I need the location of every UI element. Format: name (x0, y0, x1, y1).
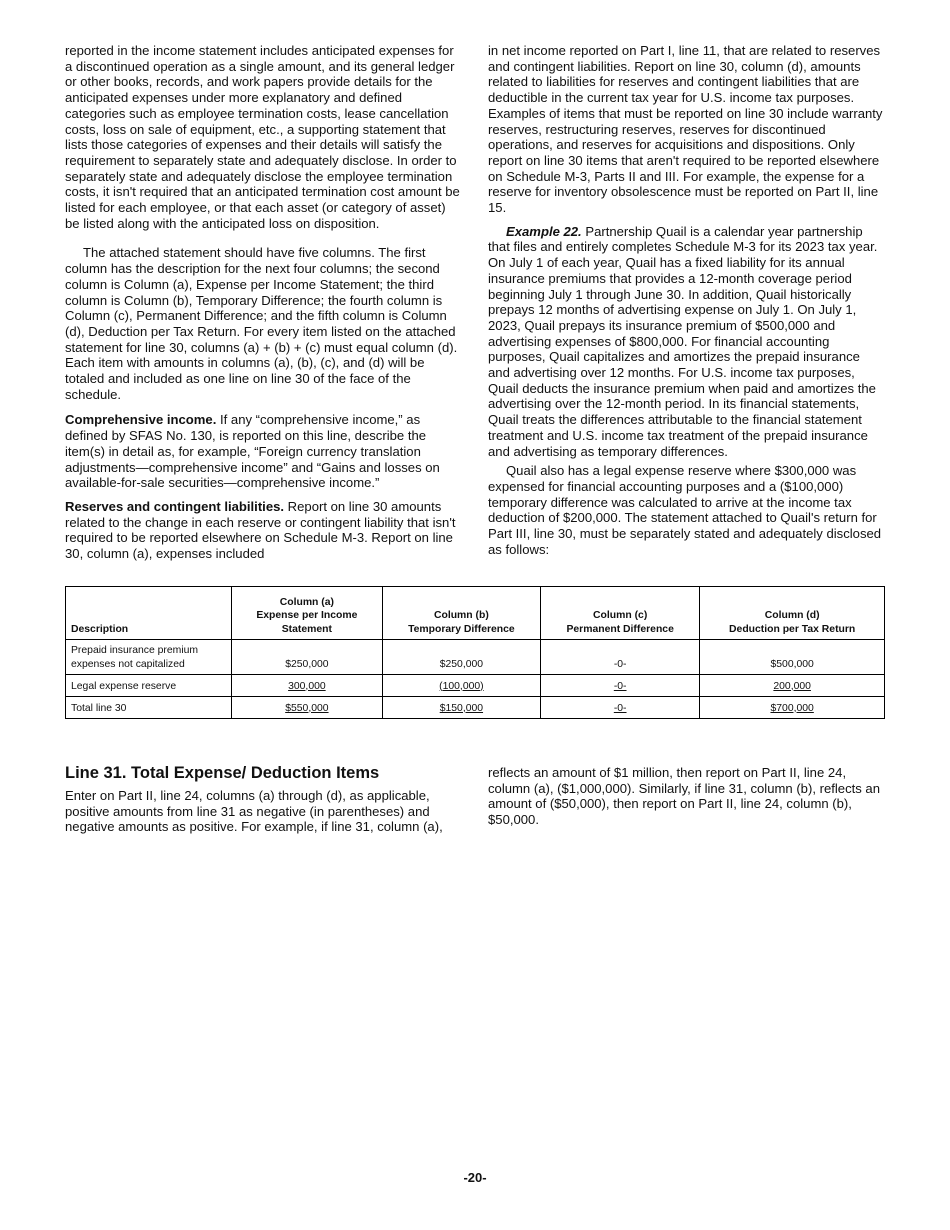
amount: $500,000 (770, 658, 814, 670)
amount: $550,000 (285, 702, 329, 714)
cell-value (382, 675, 540, 697)
line30-statement-table (65, 586, 885, 719)
cell-value (541, 675, 700, 697)
line31-continued (488, 765, 884, 836)
cell-value (700, 697, 885, 719)
amount: $250,000 (439, 658, 484, 670)
section-heading-reserves: Reserves and contingent liabilities. (65, 498, 285, 514)
cell-value (232, 640, 383, 675)
amount: (100,000) (439, 680, 484, 692)
cell-value (382, 640, 540, 675)
cell-value (541, 640, 700, 675)
page-number: -20- (463, 1170, 487, 1185)
cell-value (541, 697, 700, 719)
line31-section (65, 763, 461, 843)
column-header: Column (b) Temporary Difference (382, 587, 540, 640)
paragraph-text: Report on line 30 amounts related to the change in each reserve or contingent liability that isn't required to be reported elsewhere on Schedule M-3. Report on line 30, column (a), expenses included (65, 498, 456, 562)
amount: 200,000 (773, 680, 811, 692)
paragraph: The attached statement should have five columns. The first column has the description for the next four columns; the second column is Column (a), Expense per Income Statement; the third column is Column (b), Temporary Difference; the fourth column is Column (c), Permanent Difference; and the fifth column is Column (d), Deduction per Tax Return. For every item listed on the attached statement for line 30, columns (a) + (b) + (c) must equal column (d). Each item with amounts in columns (a), (b), (c), and (d) will be totaled and included as one line on line 30 of the face of the schedule. (65, 245, 458, 402)
row-description: Legal expense reserve (66, 675, 232, 697)
table-row (66, 640, 885, 675)
paragraph (488, 224, 884, 460)
paragraph: reflects an amount of $1 million, then report on Part II, line 24, column (a), ($1,000,000). Similarly, if line 31, column (b), reflects an amount of ($50,000), then report on Part II, line 24, column (b), $50,000. (488, 765, 881, 828)
example-heading: Example 22. (506, 223, 582, 239)
table-header-row (66, 587, 885, 640)
amount: -0- (613, 658, 627, 670)
column-header: Column (a) Expense per Income Statement (232, 587, 383, 640)
cell-value (700, 640, 885, 675)
table-row (66, 697, 885, 719)
amount: -0- (613, 680, 627, 692)
left-column (65, 43, 461, 570)
table-row (66, 675, 885, 697)
section-heading-comprehensive-income: Comprehensive income. (65, 412, 217, 428)
right-column (488, 43, 884, 566)
paragraph (65, 412, 461, 491)
amount: -0- (613, 702, 627, 714)
paragraph: in net income reported on Part I, line 11, that are related to reserves and contingent liabilities. Report on line 30, column (d), amounts related to liabilities for reserves and contingent liabilities that are deductible in the current tax year for U.S. income tax purposes. Examples of items that must be reported on line 30 include warranty reserves, restructuring reserves, reserves for discontinued operations, and reserves for acquisitions and dispositions. Only report on line 30 items that aren't required to be reported elsewhere on Schedule M-3, Parts II and III. For example, the expense for a reserve for inventory obsolescence must be reported on Part II, line 15. (488, 43, 883, 216)
row-description: Prepaid insurance premium expenses not capitalized (66, 640, 232, 675)
section-title: Line 31. Total Expense/ Deduction Items (65, 764, 380, 782)
paragraph-text: Partnership Quail is a calendar year partnership that files and entirely completes Schedule M-3 for its 2023 tax year. On July 1 of each year, Quail has a fixed liability for its annual insurance premiums that provides a 12-month coverage period beginning July 1 through June 30. In addition, Quail historically prepays 12 months of advertising expense on July 1. On July 1, 2023, Quail prepays its insurance premium of $500,000 and advertising expenses of $800,000. For financial accounting purposes, Quail capitalizes and amortizes the prepaid insurance and advertising over 12 months. For U.S. income tax purposes, Quail deducts the insurance premium when paid and amortizes the advertising over the 12-month period. In its financial statements, Quail treats the differences attributable to the financial statement treatment and U.S. income tax treatment of the prepaid insurance and advertising as temporary differences. (488, 223, 878, 459)
paragraph-text: If any “comprehensive income,” as defined by SFAS No. 130, is reported on this line, describe the item(s) in detail as, for example, “Foreign currency translation adjustments—comprehensive income” and “Gains and losses on available-for-sale securities—comprehensive income.” (65, 412, 440, 491)
cell-value (382, 697, 540, 719)
paragraph: Quail also has a legal expense reserve where $300,000 was expensed for financial accounting purposes and a ($100,000) temporary difference was calculated to arrive at the income tax deduction of $200,000. The statement attached to Quail's return for Part III, line 30, must be separately stated and adequately disclosed as follows: (488, 463, 882, 557)
paragraph: reported in the income statement includes anticipated expenses for a discontinued operation as a single amount, and its general ledger or other books, records, and work papers provide details for the anticipated expenses under more explanatory and defined categories such as employee termination costs, lease cancellation costs, loss on sale of equipment, etc., a supporting statement that lists those categories of expenses and their details will satisfy the requirement to separately state and adequately disclose. In order to separately state and adequately disclose the employee termination costs, it isn't required that an anticipated termination cost amount be listed for each employee, or that each asset (or category of asset) be listed along with the anticipated loss on disposition. (65, 43, 460, 231)
amount: 300,000 (288, 680, 326, 692)
cell-value (232, 675, 383, 697)
cell-value (232, 697, 383, 719)
paragraph: Enter on Part II, line 24, columns (a) through (d), as applicable, positive amounts from line 31 as negative (in parentheses) and negative amounts as positive. For example, if line 31, column (a), (65, 788, 443, 835)
column-header: Description (66, 587, 232, 640)
column-header: Column (c) Permanent Difference (541, 587, 700, 640)
paragraph (65, 499, 461, 562)
row-description: Total line 30 (66, 697, 232, 719)
amount: $250,000 (285, 658, 329, 670)
amount: $150,000 (439, 702, 484, 714)
column-header: Column (d) Deduction per Tax Return (700, 587, 885, 640)
cell-value (700, 675, 885, 697)
amount: $700,000 (770, 702, 814, 714)
